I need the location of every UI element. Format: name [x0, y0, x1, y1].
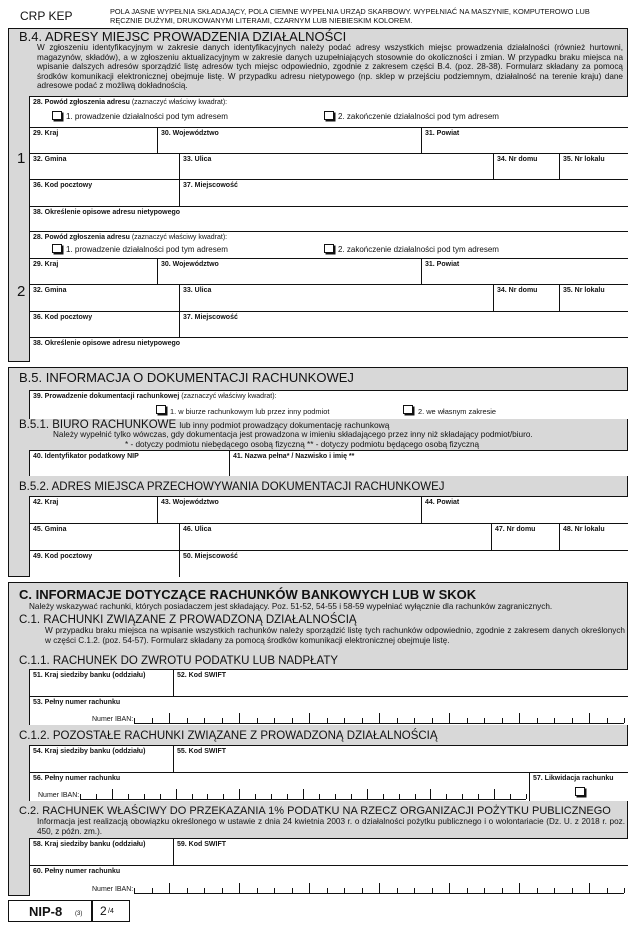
field-44-county[interactable]: 44. Powiat [421, 496, 628, 523]
iban-digit-tick [327, 718, 328, 723]
iban-group-tick [449, 883, 450, 893]
form-name-box [8, 900, 92, 922]
iban-digit-tick [624, 718, 625, 723]
field-28-label: 28. Powód zgłoszenia adresu [33, 99, 130, 106]
field-30-voivodeship-1[interactable]: 30. Województwo [157, 127, 421, 153]
field-40-nip[interactable]: 40. Identyfikator podatkowy NIP [29, 450, 229, 476]
page-number-box [92, 900, 130, 922]
iban-group-tick [494, 789, 495, 799]
field-28-hint: (zaznaczyć właściwy kwadrat): [131, 99, 228, 106]
field-37-city-1[interactable]: 37. Miejscowość [179, 179, 628, 206]
iban-digit-tick [432, 718, 433, 723]
field-34-house-number-2[interactable]: 34. Nr domu [493, 284, 559, 311]
iban-digit-tick [537, 888, 538, 893]
iban-digit-tick [414, 718, 415, 723]
iban-digit-tick [572, 888, 573, 893]
field-39-label: 39. Prowadzenie dokumentacji rachunkowej [33, 393, 180, 400]
field-36-postal-code-2[interactable]: 36. Kod pocztowy [29, 311, 179, 337]
iban-digit-tick [462, 794, 463, 799]
field-42-country[interactable]: 42. Kraj [29, 496, 157, 523]
iban-digit-tick [134, 718, 135, 723]
iban-group-tick [309, 883, 310, 893]
iban-group-tick [379, 713, 380, 723]
iban-digit-tick [134, 888, 135, 893]
iban-group-tick [309, 713, 310, 723]
reason-2-start-label: 1. prowadzenie działalności pod tym adresem [66, 245, 228, 254]
iban-baseline [134, 723, 624, 724]
iban-group-tick [239, 789, 240, 799]
iban-group-tick [589, 713, 590, 723]
section-b5 [8, 367, 628, 577]
address-block-2-number: 2 [17, 283, 26, 300]
iban-digit-tick [554, 718, 555, 723]
field-34-house-number-1[interactable]: 34. Nr domu [493, 153, 559, 179]
iban-digit-tick [187, 888, 188, 893]
field-47-house-number[interactable]: 47. Nr domu [491, 523, 559, 550]
c2-description: Informacja jest realizacją obowiązku określonego w ustawie z dnia 24 kwietnia 2003 r. o działalności pożytku publicznego i o wolontariacie (Dz. U. z 2018 r. poz. 450, z późn. zm.). [37, 817, 625, 836]
b51-description: Należy wypełnić tylko wówczas, gdy dokumentacja jest prowadzona w imieniu składającego przez inny niż składający podmiot/biuro. [53, 430, 533, 439]
iban-digit-tick [187, 718, 188, 723]
field-52-swift[interactable]: 52. Kod SWIFT [173, 669, 628, 696]
iban-digit-tick [128, 794, 129, 799]
field-53-account-number[interactable]: 53. Pełny numer rachunku Numer IBAN: [29, 696, 628, 725]
iban-digit-tick [397, 718, 398, 723]
iban-digit-tick [537, 718, 538, 723]
iban-digit-tick [274, 888, 275, 893]
field-37-city-2[interactable]: 37. Miejscowość [179, 311, 628, 337]
form-code: CRP KEP [20, 9, 73, 23]
iban-group-tick [589, 883, 590, 893]
iban-group-tick [367, 789, 368, 799]
iban-group-tick [303, 789, 304, 799]
b5-title: B.5. INFORMACJA O DOKUMENTACJI RACHUNKOWEJ [19, 370, 354, 385]
field-33-street-1[interactable]: 33. Ulica [179, 153, 493, 179]
field-38-description-1[interactable]: 38. Określenie opisowe adresu nietypowego [29, 206, 628, 231]
iban-digit-tick [502, 718, 503, 723]
address-block-1-number: 1 [17, 150, 26, 167]
field-28-hint: (zaznaczyć właściwy kwadrat): [131, 234, 228, 241]
c1-description: W przypadku braku miejsca na wpisanie wszystkich rachunków należy sporządzić listę tych rachunków odpowiednio, zgodnie z zakresem danych określonych w części C.1.2. (poz. 54-57). Formularz składany za pomocą środków komunikacji elektronicznej obejmuje listę. [45, 626, 625, 645]
iban-digit-tick [192, 794, 193, 799]
field-30-voivodeship-2[interactable]: 30. Województwo [157, 258, 421, 284]
iban-digit-tick [526, 794, 527, 799]
iban-label-56: Numer IBAN: [38, 792, 80, 799]
c12-title: C.1.2. POZOSTAŁE RACHUNKI ZWIĄZANE Z PROWADZONĄ DZIAŁALNOŚCIĄ [19, 730, 438, 742]
iban-digit-tick [344, 718, 345, 723]
reason-2-end-label: 2. zakończenie działalności pod tym adresem [338, 245, 499, 254]
iban-digit-tick [362, 718, 363, 723]
iban-digit-tick [204, 888, 205, 893]
b51-title: B.5.1. BIURO RACHUNKOWE lub inny podmiot prowadzący dokumentację rachunkową [19, 419, 390, 431]
iban-digit-tick [446, 794, 447, 799]
field-35-apartment-number-1[interactable]: 35. Nr lokalu [559, 153, 628, 179]
iban-digit-tick [432, 888, 433, 893]
checkbox-doc-own[interactable] [403, 405, 413, 414]
field-32-commune-2[interactable]: 32. Gmina [29, 284, 179, 311]
iban-digit-tick [383, 794, 384, 799]
checkbox-doc-external[interactable] [156, 405, 166, 414]
checkbox-account-closing[interactable] [575, 787, 585, 796]
iban-digit-tick [484, 718, 485, 723]
reason-1-end-label: 2. zakończenie działalności pod tym adresem [338, 112, 499, 121]
field-35-apartment-number-2[interactable]: 35. Nr lokalu [559, 284, 628, 311]
iban-digit-tick [351, 794, 352, 799]
b52-title: B.5.2. ADRES MIEJSCA PRZECHOWYWANIA DOKUMENTACJI RACHUNKOWEJ [19, 481, 445, 493]
iban-digit-tick [335, 794, 336, 799]
iban-group-tick [169, 883, 170, 893]
iban-digit-tick [160, 794, 161, 799]
iban-digit-tick [223, 794, 224, 799]
iban-digit-tick [478, 794, 479, 799]
checkbox-reason-1-end[interactable] [324, 111, 334, 120]
field-39-hint: (zaznaczyć właściwy kwadrat): [181, 393, 277, 400]
iban-digit-tick [257, 888, 258, 893]
iban-digit-tick [292, 888, 293, 893]
iban-digit-tick [502, 888, 503, 893]
iban-group-tick [112, 789, 113, 799]
iban-digit-tick [287, 794, 288, 799]
iban-baseline [134, 893, 624, 894]
field-48-apartment-number[interactable]: 48. Nr lokalu [559, 523, 628, 550]
c1-title: C.1. RACHUNKI ZWIĄZANE Z PROWADZONĄ DZIAŁALNOŚCIĄ [19, 614, 357, 626]
section-b4 [8, 28, 628, 362]
iban-digit-tick [96, 794, 97, 799]
checkbox-reason-2-end[interactable] [324, 244, 334, 253]
b4-description: W zgłoszeniu identyfikacyjnym w zakresie danych identyfikacyjnych należy podać adresy wszystkich miejsc prowadzenia działalności (również hurtowni, magazynów, składów), a w zgłoszeniu aktualizacyjnym w zakresie danych uzupełniających stosownie do okoliczności i zmian. W przypadku braku miejsca na wpisanie dalszych adresów sporządzić listę adresów tych miejsc odpowiednio, zgodnie z zakresem części B.4. (poz. 28-38). Formularz składany za pomocą środków komunikacji elektronicznej obejmuje listę. W przypadku adresu nietypowego (np. sklep w przejściu podziemnym, działalność na terenie kraju) dane adresowe podać z możliwą dokładnością. [37, 43, 623, 91]
field-41-name[interactable]: 41. Nazwa pełna* / Nazwisko i imię ** [229, 450, 628, 476]
iban-baseline [80, 799, 526, 800]
iban-group-tick [519, 713, 520, 723]
iban-digit-tick [144, 794, 145, 799]
field-46-street[interactable]: 46. Ulica [179, 523, 491, 550]
c-title: C. INFORMACJE DOTYCZĄCE RACHUNKÓW BANKOWYCH LUB W SKOK [19, 587, 477, 602]
iban-digit-tick [572, 718, 573, 723]
b51-footnote: * - dotyczy podmiotu niebędącego osobą fizyczną ** - dotyczy podmiotu będącego osobą fizyczną [125, 440, 480, 449]
field-50-city[interactable]: 50. Miejscowość [179, 550, 628, 577]
field-29-country-2[interactable]: 29. Kraj [29, 258, 157, 284]
field-31-county-2[interactable]: 31. Powiat [421, 258, 628, 284]
field-28-reason-2[interactable] [29, 231, 628, 258]
iban-digit-tick [271, 794, 272, 799]
iban-digit-tick [554, 888, 555, 893]
iban-digit-tick [255, 794, 256, 799]
iban-digit-tick [319, 794, 320, 799]
field-57-account-closing[interactable]: 57. Likwidacja rachunku [529, 772, 628, 801]
iban-group-tick [379, 883, 380, 893]
b4-title: B.4. ADRESY MIEJSC PROWADZENIA DZIAŁALNOŚCI [19, 29, 347, 44]
c-description: Należy wskazywać rachunki, których posiadaczem jest składający. Poz. 51-52, 54-55 i 58-59 wypełniać wyłącznie dla rachunków zagranicznych. [29, 602, 553, 611]
field-56-account-number[interactable]: 56. Pełny numer rachunku Numer IBAN: [29, 772, 529, 801]
field-28-label: 28. Powód zgłoszenia adresu [33, 234, 130, 241]
field-39-documentation[interactable] [29, 390, 628, 419]
iban-digit-tick [80, 794, 81, 799]
iban-scale-53 [134, 723, 624, 724]
field-54-bank-country[interactable]: 54. Kraj siedziby banku (oddziału) [29, 745, 173, 772]
iban-digit-tick [467, 888, 468, 893]
field-36-postal-code-1[interactable]: 36. Kod pocztowy [29, 179, 179, 206]
form-name: NIP-8 [29, 904, 63, 919]
field-58-bank-country[interactable]: 58. Kraj siedziby banku (oddziału) [29, 838, 173, 865]
iban-digit-tick [274, 718, 275, 723]
page-number: 2 [100, 904, 107, 918]
iban-group-tick [519, 883, 520, 893]
iban-digit-tick [624, 888, 625, 893]
iban-scale-56 [80, 799, 526, 800]
checkbox-reason-1-start[interactable] [52, 111, 62, 120]
form-version: (3) [75, 911, 83, 917]
field-33-street-2[interactable]: 33. Ulica [179, 284, 493, 311]
iban-group-tick [239, 713, 240, 723]
b51-title-suffix: lub inny podmiot prowadzący dokumentację rachunkową [179, 420, 390, 430]
iban-group-tick [176, 789, 177, 799]
c2-title: C.2. RACHUNEK WŁAŚCIWY DO PRZEKAZANIA 1% PODATKU NA RZECZ ORGANIZACJI POŻYTKU PUBLICZNEGO [19, 805, 611, 817]
iban-digit-tick [222, 888, 223, 893]
header-instructions: POLA JASNE WYPEŁNIA SKŁADAJĄCY, POLA CIEMNE WYPEŁNIA URZĄD SKARBOWY. WYPEŁNIAĆ NA MASZYNIE, KOMPUTEROWO LUB RĘCZNIE DUŻYMI, DRUKOWANYMI LITERAMI, CZARNYM LUB NIEBIESKIM KOLOREM. [110, 7, 590, 25]
iban-digit-tick [607, 718, 608, 723]
field-55-swift[interactable]: 55. Kod SWIFT [173, 745, 628, 772]
checkbox-reason-2-start[interactable] [52, 244, 62, 253]
reason-1-start-label: 1. prowadzenie działalności pod tym adresem [66, 112, 228, 121]
field-60-account-number[interactable]: 60. Pełny numer rachunku Numer IBAN: [29, 865, 628, 896]
page-total: /4 [108, 908, 114, 915]
iban-digit-tick [204, 718, 205, 723]
section-c [8, 582, 628, 896]
iban-scale-60 [134, 893, 624, 894]
field-31-county-1[interactable]: 31. Powiat [421, 127, 628, 153]
iban-digit-tick [152, 718, 153, 723]
iban-group-tick [449, 713, 450, 723]
field-43-voivodeship[interactable]: 43. Województwo [157, 496, 421, 523]
iban-digit-tick [414, 888, 415, 893]
field-38-description-2[interactable]: 38. Określenie opisowe adresu nietypowego [29, 337, 628, 362]
iban-digit-tick [510, 794, 511, 799]
iban-digit-tick [467, 718, 468, 723]
iban-digit-tick [344, 888, 345, 893]
iban-digit-tick [327, 888, 328, 893]
iban-label-53: Numer IBAN: [92, 716, 134, 723]
iban-digit-tick [222, 718, 223, 723]
field-49-postal-code[interactable]: 49. Kod pocztowy [29, 550, 179, 577]
field-29-country-1[interactable]: 29. Kraj [29, 127, 157, 153]
iban-digit-tick [362, 888, 363, 893]
doc-own-label: 2. we własnym zakresie [418, 407, 497, 416]
field-59-swift[interactable]: 59. Kod SWIFT [173, 838, 628, 865]
iban-digit-tick [292, 718, 293, 723]
iban-group-tick [169, 713, 170, 723]
field-32-commune-1[interactable]: 32. Gmina [29, 153, 179, 179]
iban-group-tick [239, 883, 240, 893]
field-28-reason-1[interactable] [29, 96, 628, 127]
field-45-commune[interactable]: 45. Gmina [29, 523, 179, 550]
iban-digit-tick [257, 718, 258, 723]
iban-digit-tick [207, 794, 208, 799]
field-51-bank-country[interactable]: 51. Kraj siedziby banku (oddziału) [29, 669, 173, 696]
doc-external-label: 1. w biurze rachunkowym lub przez inny podmiot [170, 407, 330, 416]
iban-label-60: Numer IBAN: [92, 886, 134, 893]
iban-group-tick [430, 789, 431, 799]
iban-digit-tick [397, 888, 398, 893]
iban-digit-tick [399, 794, 400, 799]
iban-digit-tick [415, 794, 416, 799]
c11-title: C.1.1. RACHUNEK DO ZWROTU PODATKU LUB NADPŁATY [19, 655, 339, 667]
iban-digit-tick [607, 888, 608, 893]
iban-digit-tick [152, 888, 153, 893]
iban-digit-tick [484, 888, 485, 893]
